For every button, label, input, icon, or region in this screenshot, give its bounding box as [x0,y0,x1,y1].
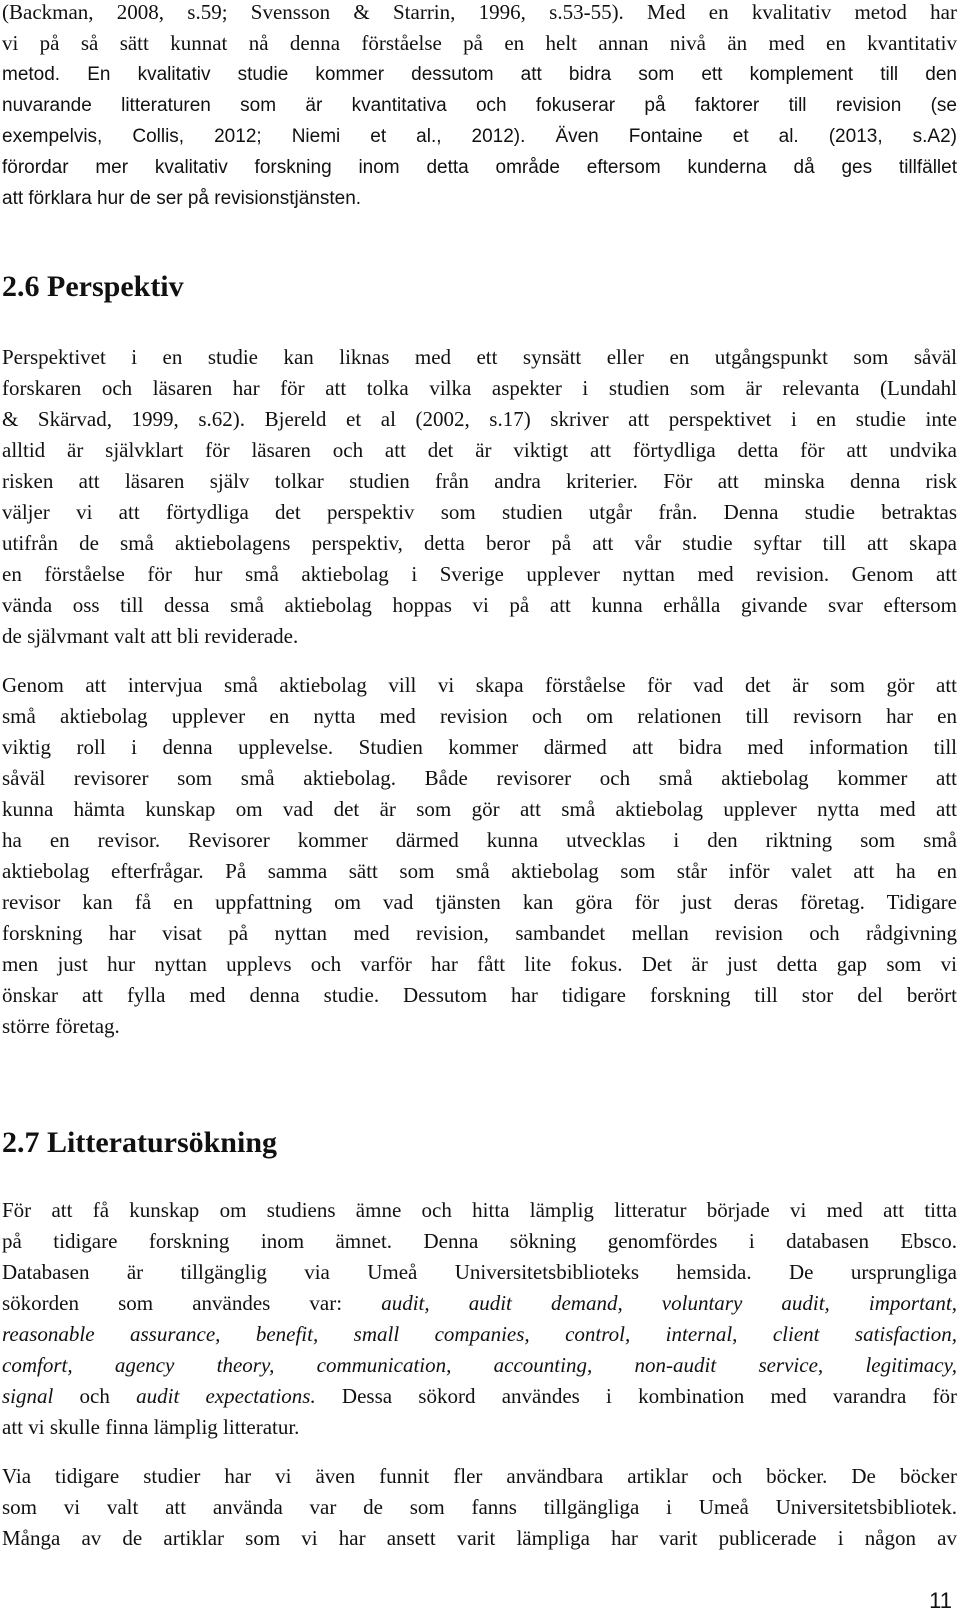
text-line: en förståelse för hur små aktiebolag i Sverige upplever nyttan med revision. Genom att [2,562,957,586]
text-line: comfort, agency theory, communication, accounting, non-audit service, legitimacy, [2,1353,957,1377]
text-line: de självmant valt att bli reviderade. [2,624,299,648]
text-line: Många av de artiklar som vi har ansett varit lämpliga har varit publicerade i någon av [2,1526,957,1550]
text-line: Perspektivet i en studie kan liknas med ett synsätt eller en utgångspunkt som såväl [2,345,957,369]
text-line: ha en revisor. Revisorer kommer därmed kunna utvecklas i den riktning som små [2,828,957,852]
text-line: aktiebolag efterfrågar. På samma sätt som små aktiebolag som står inför valet att ha en [2,859,957,883]
text-line: forskaren och läsaren har för att tolka vilka aspekter i studien som är relevanta (Lundahl [2,376,957,400]
text-line: utifrån de små aktiebolagens perspektiv, detta beror på att vår studie syftar till att skapa [2,531,957,555]
text-line: signal och audit expectations. Dessa sökord användes i kombination med varandra för [2,1384,957,1408]
text-line: vända oss till dessa små aktiebolag hoppas vi på att kunna erhålla givande svar eftersom [2,593,957,617]
litteratur-paragraph-2 [2,1461,957,1554]
text-line: större företag. [2,1014,120,1038]
text-line: (Backman, 2008, s.59; Svensson & Starrin, 1996, s.53-55). Med en kvalitativ metod har [2,0,957,24]
text-line: vi på så sätt kunnat nå denna förståelse på en helt annan nivå än med en kvantitativ [2,31,957,55]
text-line: forskning har visat på nyttan med revision, sambandet mellan revision och rådgivning [2,921,957,945]
text-line: risken att läsaren själv tolkar studien från andra kriterier. För att minska denna risk [2,469,957,493]
text-line: små aktiebolag upplever en nytta med revision och om relationen till revisorn har en [2,704,957,728]
text-line: revisor kan få en uppfattning om vad tjänsten kan göra för just deras företag. Tidigare [2,890,957,914]
text-line: alltid är självklart för läsaren och att det är viktigt att förtydliga detta för att undvika [2,438,957,462]
text-line: Databasen är tillgänglig via Umeå Universitetsbiblioteks hemsida. De ursprungliga [2,1260,957,1284]
text-line: väljer vi att förtydliga det perspektiv som studien utgår från. Denna studie betraktas [2,500,957,524]
text-line: exempelvis, Collis, 2012; Niemi et al., 2012). Även Fontaine et al. (2013, s.A2) [2,126,957,147]
text-line: att vi skulle finna lämplig litteratur. [2,1415,300,1439]
text-line: att förklara hur de ser på revisionstjänsten. [2,188,362,209]
text-line: såväl revisorer som små aktiebolag. Både revisorer och små aktiebolag kommer att [2,766,957,790]
text-line: sökorden som användes var: audit, audit demand, voluntary audit, important, [2,1291,957,1315]
intro-paragraph [2,0,957,214]
text-line: & Skärvad, 1999, s.62). Bjereld et al (2002, s.17) skriver att perspektivet i en studie inte [2,407,957,431]
text-line: kunna hämta kunskap om vad det är som gör att små aktiebolag upplever nytta med att [2,797,957,821]
text-line: förordar mer kvalitativ forskning inom detta område eftersom kunderna då ges tillfället [2,157,957,178]
text-line: men just hur nyttan upplevs och varför har fått lite fokus. Det är just detta gap som vi [2,952,957,976]
text-line: reasonable assurance, benefit, small companies, control, internal, client satisfaction, [2,1322,957,1346]
perspektiv-paragraph-1 [2,342,957,652]
text-line: på tidigare forskning inom ämnet. Denna sökning genomfördes i databasen Ebsco. [2,1229,957,1253]
text-line: För att få kunskap om studiens ämne och hitta lämplig litteratur började vi med att titta [2,1198,957,1222]
litteratur-paragraph-1 [2,1195,957,1443]
section-heading-2-7: 2.7 Litteratursökning [2,1126,278,1159]
text-line: som vi valt att använda var de som fanns tillgängliga i Umeå Universitetsbibliotek. [2,1495,957,1519]
text-line: Via tidigare studier har vi även funnit fler användbara artiklar och böcker. De böcker [2,1464,957,1488]
text-line: metod. En kvalitativ studie kommer dessutom att bidra som ett komplement till den [2,64,957,85]
text-line: Genom att intervjua små aktiebolag vill vi skapa förståelse för vad det är som gör att [2,673,957,697]
text-line: önskar att fylla med denna studie. Dessutom har tidigare forskning till stor del berört [2,983,957,1007]
text-line: nuvarande litteraturen som är kvantitativa och fokuserar på faktorer till revision (se [2,95,957,116]
page-number: 11 [929,1588,952,1613]
section-heading-2-6: 2.6 Perspektiv [2,270,184,303]
text-line: viktig roll i denna upplevelse. Studien kommer därmed att bidra med information till [2,735,957,759]
perspektiv-paragraph-2 [2,670,957,1042]
